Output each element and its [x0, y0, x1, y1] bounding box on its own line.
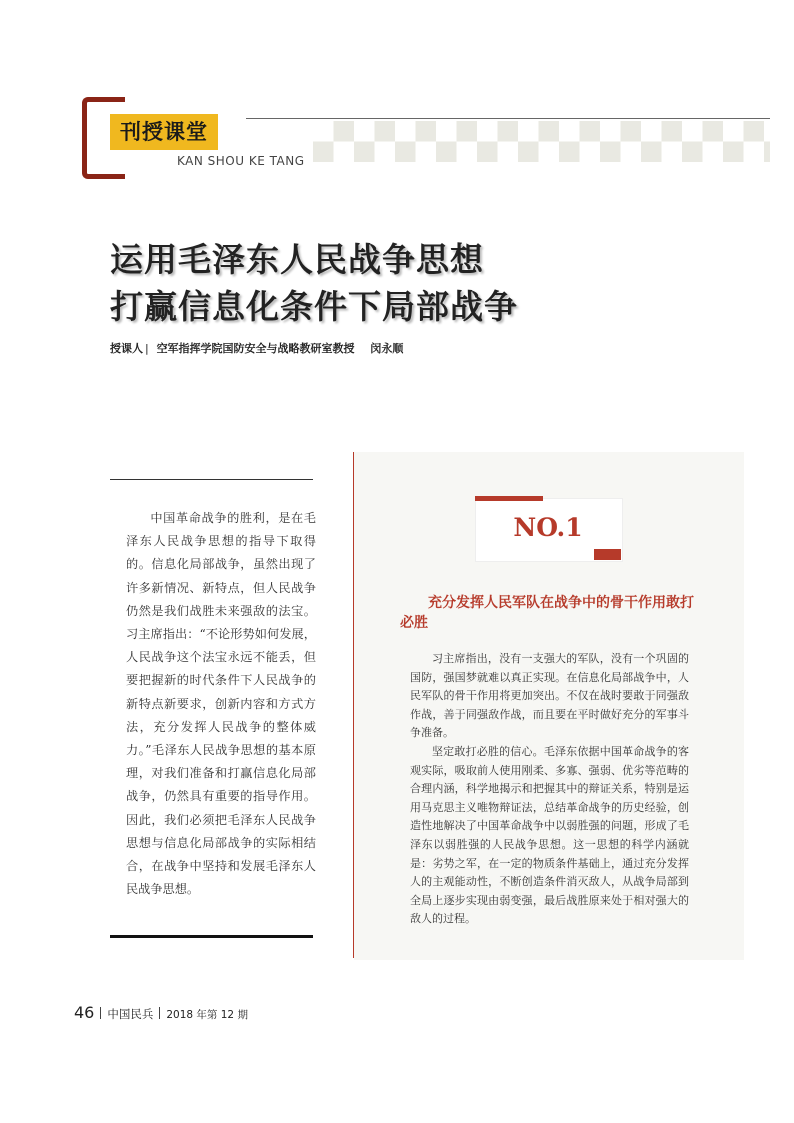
article-title-line-2: 打赢信息化条件下局部战争	[110, 287, 518, 326]
body-paragraph-2: 坚定敢打必胜的信心。毛泽东依据中国革命战争的客观实际，吸取前人使用刚柔、多寡、强弱、优劣等范畴的合理内涵，科学地揭示和把握其中的辩证关系，特别是运用马克思主义唯物辩证法，总结革命战争的历史经验，创造性地解决了中国革命战争中以弱胜强的问题，形成了毛泽东以弱胜强的人民战争思想。这一思想的科学内涵就是：劣势之军，在一定的物质条件基础上，通过充分发挥人的主观能动性，不断创造条件消灭敌人，从战争局部到全局上逐步实现由弱变强，最后战胜原来处于相对强大的敌人的过程。	[410, 745, 689, 926]
intro-top-rule	[110, 479, 313, 480]
article-title-line-1: 运用毛泽东人民战争思想	[110, 240, 484, 279]
checker-pattern-decoration	[313, 121, 770, 162]
magazine-name: 中国民兵	[107, 1007, 154, 1021]
page-number: 46	[74, 1003, 95, 1022]
section-heading: 充分发挥人民军队在战争中的骨干作用敢打必胜	[400, 595, 694, 631]
section-number: NO.1	[513, 513, 583, 542]
page-footer	[74, 1003, 248, 1022]
intro-paragraph: 中国革命战争的胜利，是在毛泽东人民战争思想的指导下取得的。信息化局部战争，虽然出现了许多新情况、新特点，但人民战争仍然是我们战胜未来强敌的法宝。习主席指出：“不论形势如何发展，人民战争这个法宝永远不能丢，但要把握新的时代条件下人民战争的新特点新要求，创新内容和方式方法，充分发挥人民战争的整体威力。”毛泽东人民战争思想的基本原理，对我们准备和打赢信息化局部战争，仍然具有重要的指导作用。因此，我们必须把毛泽东人民战争思想与信息化局部战争的实际相结合，在战争中坚持和发展毛泽东人民战争思想。	[126, 511, 316, 897]
intro-bottom-rule	[110, 935, 313, 938]
section-number-bar-bottom	[594, 549, 621, 560]
header-rule	[246, 118, 770, 119]
column-divider	[353, 452, 354, 958]
issue-label: 2018 年第 12 期	[166, 1009, 248, 1021]
byline-label: 授课人	[110, 342, 143, 355]
section-number-bar-top	[475, 496, 543, 501]
column-pinyin: KAN SHOU KE TANG	[177, 154, 305, 168]
byline-affiliation: 空军指挥学院国防安全与战略教研室教授	[156, 342, 355, 355]
byline-name: 闵永顺	[370, 342, 404, 355]
byline: 授课人 | 空军指挥学院国防安全与战略教研室教授 闵永顺	[110, 342, 404, 355]
body-paragraph-1: 习主席指出，没有一支强大的军队，没有一个巩固的国防，强国梦就难以真正实现。在信息化局部战争中，人民军队的骨干作用将更加突出。不仅在战时要敢于同强敌作战，善于同强敌作战，而且要在平时做好充分的军事斗争准备。	[410, 652, 689, 740]
column-tag: 刊授课堂	[110, 114, 218, 150]
